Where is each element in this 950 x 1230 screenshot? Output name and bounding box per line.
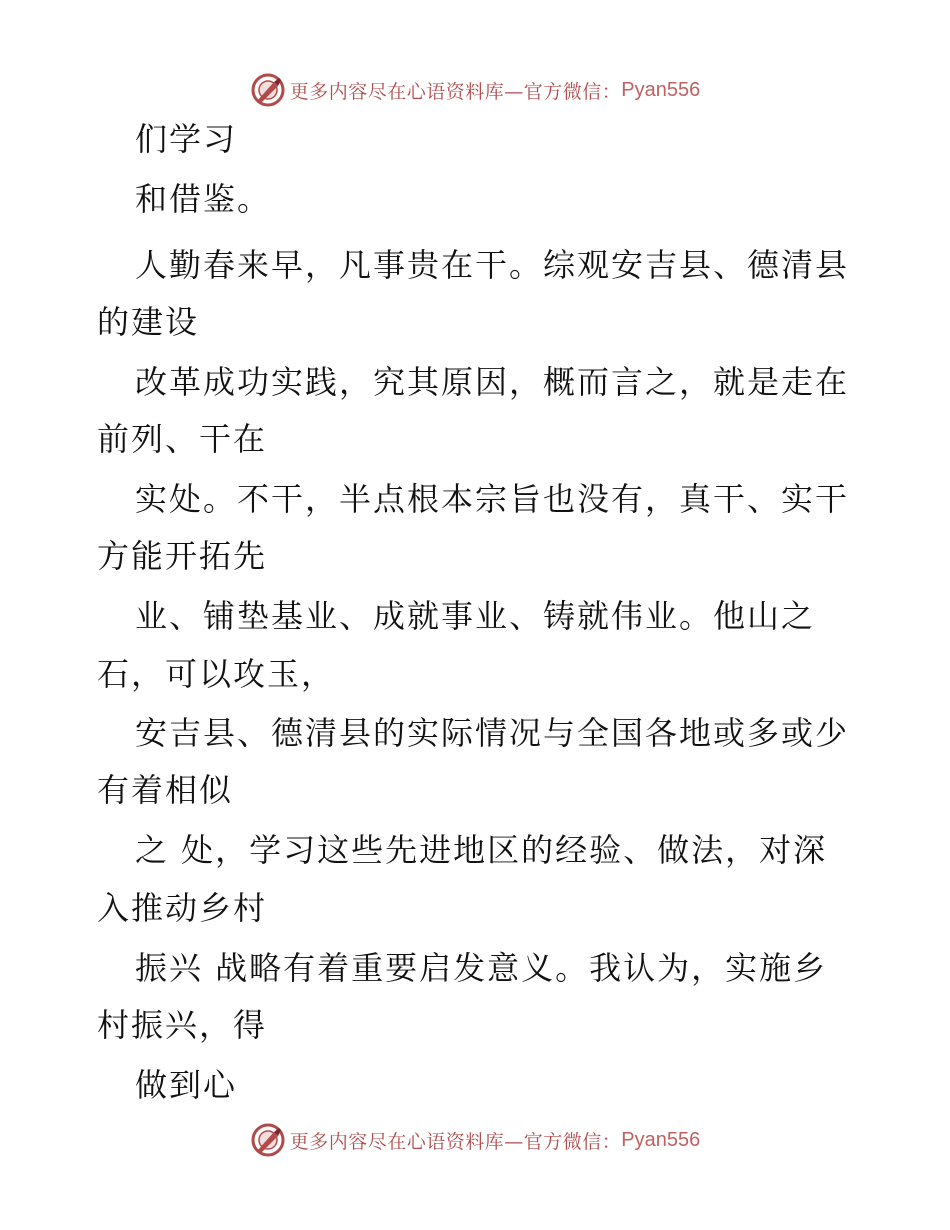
footer-watermark <box>0 1118 950 1162</box>
text-line: 方能开拓先 <box>97 537 268 575</box>
header-watermark <box>0 68 950 112</box>
text-line: 和借鉴。 <box>135 180 272 218</box>
text-line: 的建设 <box>97 303 200 341</box>
pen-logo-icon <box>250 72 286 108</box>
text-line: 前列、干在 <box>97 420 268 458</box>
pen-logo-icon <box>250 1122 286 1158</box>
text-line: 实处。不干，半点根本宗旨也没有，真干、实干 <box>135 480 850 518</box>
text-line: 人勤春来早，凡事贵在干。综观安吉县、德清县 <box>135 246 850 284</box>
watermark-text: 更多内容尽在心语资料库—官方微信： <box>289 1130 622 1153</box>
text-line: 安吉县、德清县的实际情况与全国各地或多或少 <box>135 714 850 752</box>
watermark-wechat-id: Pyan556 <box>621 1128 701 1151</box>
text-line: 做到心 <box>135 1066 238 1104</box>
watermark-text: 更多内容尽在心语资料库—官方微信： <box>289 80 622 103</box>
text-line: 入推动乡村 <box>97 889 268 927</box>
watermark-wechat-id: Pyan556 <box>621 78 701 101</box>
text-line: 改革成功实践，究其原因，概而言之，就是走在 <box>135 363 850 401</box>
text-line: 振兴 战略有着重要启发意义。我认为，实施乡 <box>135 949 828 987</box>
text-line: 们学习 <box>135 120 238 158</box>
text-line: 之 处，学习这些先进地区的经验、做法，对深 <box>135 831 828 869</box>
text-line: 石，可以攻玉， <box>97 655 336 693</box>
text-line: 村振兴，得 <box>97 1006 268 1044</box>
text-line: 业、铺垫基业、成就事业、铸就伟业。他山之 <box>135 597 816 635</box>
text-line: 有着相似 <box>97 771 234 809</box>
